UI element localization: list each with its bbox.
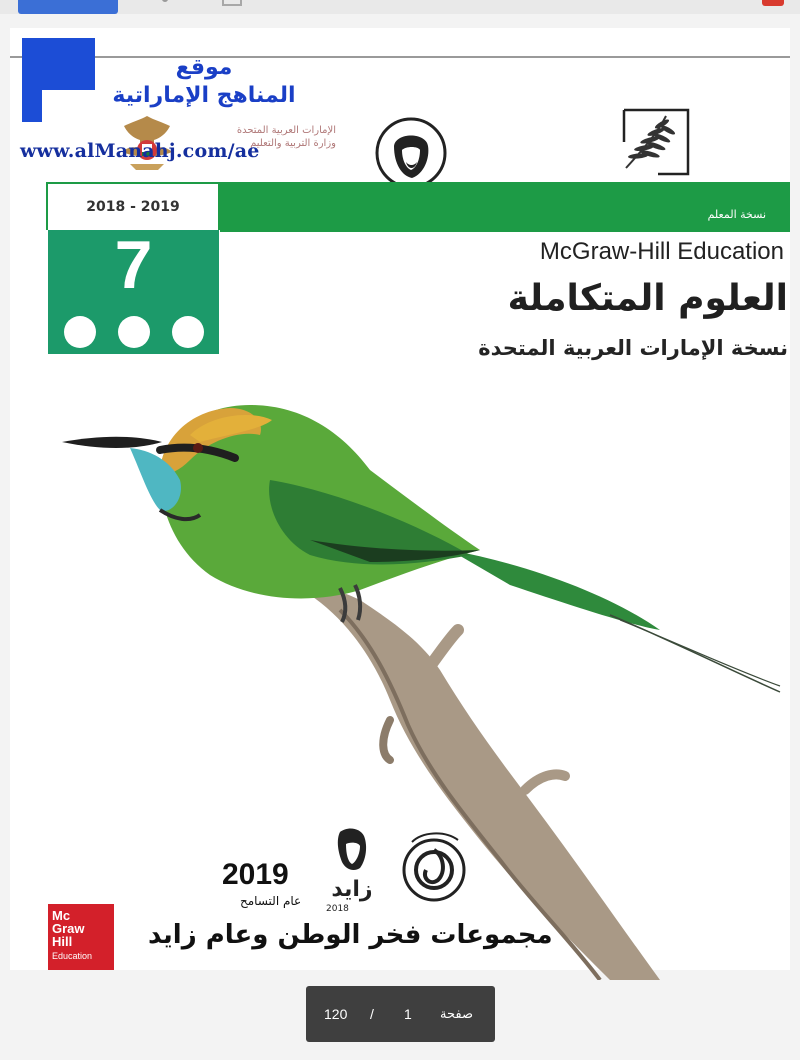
page-label: صفحة — [440, 1006, 473, 1021]
book-title: العلوم المتكاملة — [507, 278, 788, 319]
page-navigator[interactable] — [306, 986, 495, 1042]
toolbar-share-icon[interactable] — [222, 0, 242, 6]
nation-pride-logo-icon — [392, 820, 474, 910]
grade-dot — [118, 316, 150, 348]
page-current-input[interactable]: 1 — [404, 1006, 412, 1022]
logo-line: Graw — [52, 921, 85, 936]
grade-dot — [64, 316, 96, 348]
logo-line: Mc — [52, 908, 71, 923]
site-watermark-line2: المناهج الإماراتية — [112, 83, 296, 108]
toolbar-close-button[interactable] — [762, 0, 784, 6]
teacher-edition-label: نسخة المعلم — [707, 208, 766, 221]
year-of-tolerance-caption: عام التسامح — [240, 894, 302, 908]
grade-block — [48, 227, 219, 354]
site-watermark-url[interactable]: www.alManahj.com/ae — [20, 140, 260, 162]
toolbar-more-icon[interactable] — [162, 0, 168, 2]
academic-year-tab: 2018 - 2019 — [46, 182, 220, 230]
grade-number: 7 — [114, 227, 153, 303]
book-subtitle: نسخة الإمارات العربية المتحدة — [478, 336, 788, 360]
grade-dot — [172, 316, 204, 348]
page-separator: / — [370, 1006, 374, 1022]
sheikh-zayed-portrait-icon — [372, 116, 450, 190]
toolbar-primary-button[interactable] — [18, 0, 118, 14]
site-watermark-logo-icon — [22, 38, 97, 122]
zayed-word: زايد — [331, 877, 373, 902]
browser-toolbar — [0, 0, 800, 14]
site-watermark-line1: موقع — [175, 55, 233, 80]
mcgraw-hill-logo — [48, 904, 114, 970]
publisher-name: McGraw-Hill Education — [539, 238, 784, 265]
ministry-line: وزارة التربية والتعليم — [250, 138, 336, 149]
logo-line: Hill — [52, 934, 73, 949]
collections-title: مجموعات فخر الوطن وعام زايد — [148, 920, 553, 950]
year-2019-mark: 2019 — [222, 858, 289, 891]
logo-line: Education — [52, 951, 93, 961]
country-name: الإمارات العربية المتحدة — [236, 125, 336, 136]
edition-banner — [220, 182, 790, 232]
zayed-year-label: 2018 — [326, 904, 349, 914]
page-total: 120 — [324, 1006, 348, 1022]
site-watermark-title — [110, 54, 298, 110]
grade-dots — [64, 316, 204, 348]
